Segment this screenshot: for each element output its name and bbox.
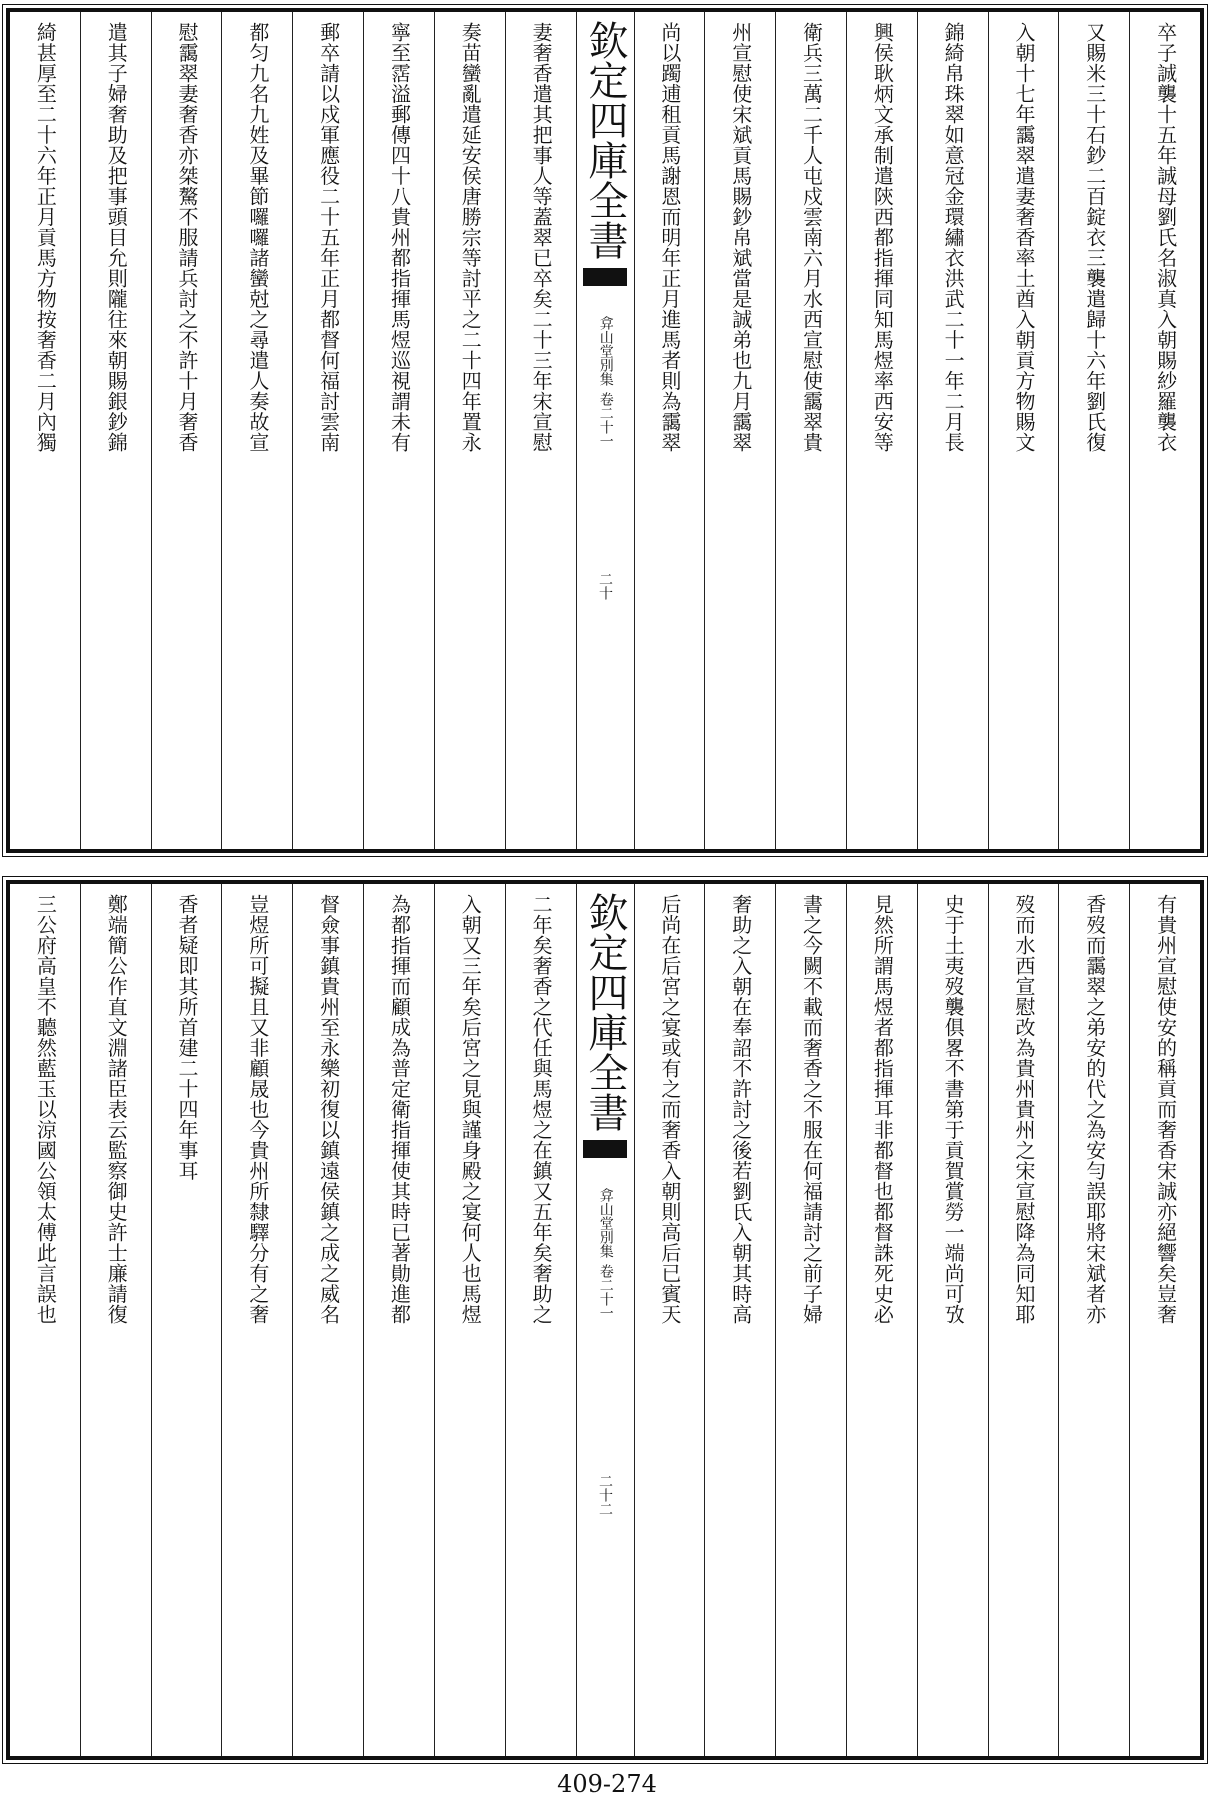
text-column: 寧至霑溢郵傳四十八貴州都指揮馬煜巡視謂未有 (363, 12, 434, 849)
page-footer-number: 409-274 (557, 1770, 657, 1798)
lower-page-columns (10, 884, 1200, 1756)
text-column: 奏苗蠻亂遣延安侯唐勝宗等討平之二十四年置永 (434, 12, 505, 849)
text-column: 妻奢香遣其把事人等蓋翠已卒矣二十三年宋宣慰 (505, 12, 576, 849)
leaf-number: 二十 (597, 572, 613, 600)
upper-page-columns (10, 12, 1200, 849)
text-column: 歿而水西宣慰改為貴州貴州之宋宣慰降為同知耶 (988, 884, 1059, 1756)
text-column: 尚以躅逋租貢馬謝恩而明年正月進馬者則為靄翠 (634, 12, 705, 849)
collection-title: 欽定四庫全書 (582, 892, 628, 1132)
text-column: 州宣慰使宋斌貢馬賜鈔帛斌當是誠弟也九月靄翠 (704, 12, 775, 849)
collection-title: 欽定四庫全書 (582, 20, 628, 260)
book-title: 弇山堂別集 (597, 1188, 614, 1258)
text-column: 史于土夷歿襲俱畧不書第于貢賀賞勞一端尚可攷 (917, 884, 988, 1756)
text-column: 衛兵三萬二千人屯戍雲南六月水西宣慰使靄翠貴 (775, 12, 846, 849)
center-gutter (576, 12, 634, 849)
text-column: 香者疑即其所首建二十四年事耳 (151, 884, 222, 1756)
text-column: 又賜米三十石鈔二百錠衣三襲遣歸十六年劉氏復 (1058, 12, 1129, 849)
text-column: 遣其子婦奢助及把事頭目允則隴往來朝賜銀鈔錦 (80, 12, 151, 849)
text-column: 綺甚厚至二十六年正月貢馬方物按奢香二月內獨 (33, 22, 58, 453)
text-column: 郵卒請以戍軍應役二十五年正月都督何福討雲南 (292, 12, 363, 849)
text-column: 卒子誠襲十五年誠母劉氏名淑真入朝賜紗羅襲衣 (1129, 12, 1200, 849)
text-column: 見然所謂馬煜者都指揮耳非都督也都督誅死史必 (846, 884, 917, 1756)
text-column: 鄭端簡公作直文淵諸臣表云監察御史許士廉請復 (80, 884, 151, 1756)
text-column: 督僉事鎮貴州至永樂初復以鎮遠侯鎮之成之威名 (292, 884, 363, 1756)
fish-tail-mark (583, 268, 627, 286)
text-column: 豈煜所可擬且又非顧晟也今貴州所隸驛分有之奢 (221, 884, 292, 1756)
text-column: 書之今闕不載而奢香之不服在何福請討之前子婦 (775, 884, 846, 1756)
text-column: 二年矣奢香之代任與馬煜之在鎮又五年矣奢助之 (505, 884, 576, 1756)
text-column: 三公府高皇不聽然藍玉以涼國公領太傅此言誤也 (33, 894, 58, 1325)
text-column: 有貴州宣慰使安的稱貢而奢香宋誠亦絕響矣豈奢 (1129, 884, 1200, 1756)
lower-page-frame (6, 880, 1204, 1760)
juan-number: 卷二十一 (597, 392, 614, 448)
text-column: 慰靄翠妻奢香亦桀驁不服請兵討之不許十月奢香 (151, 12, 222, 849)
text-column: 奢助之入朝在奉詔不許討之後若劉氏入朝其時高 (704, 884, 775, 1756)
text-column: 入朝又三年矣后宮之見與謹身殿之宴何人也馬煜 (434, 884, 505, 1756)
text-column: 后尚在后宮之宴或有之而奢香入朝則高后已賓天 (634, 884, 705, 1756)
text-column: 為都指揮而顧成為普定衛指揮使其時已著勛進都 (363, 884, 434, 1756)
text-column: 入朝十七年靄翠遣妻奢香率土酋入朝貢方物賜文 (988, 12, 1059, 849)
upper-page-frame (6, 8, 1204, 853)
leaf-number: 二十二 (597, 1474, 613, 1516)
fish-tail-mark (583, 1140, 627, 1158)
text-column: 都匀九名九姓及畢節囉囉諸蠻尅之尋遣人奏故宣 (221, 12, 292, 849)
text-column: 錦綺帛珠翠如意冠金環繡衣洪武二十一年二月長 (917, 12, 988, 849)
book-title: 弇山堂別集 (597, 316, 614, 386)
text-column: 香歿而靄翠之弟安的代之為安勻誤耶將宋斌者亦 (1058, 884, 1129, 1756)
juan-number: 卷二十一 (597, 1264, 614, 1320)
text-column: 興侯耿炳文承制遣陝西都指揮同知馬煜率西安等 (846, 12, 917, 849)
center-gutter (576, 884, 634, 1756)
